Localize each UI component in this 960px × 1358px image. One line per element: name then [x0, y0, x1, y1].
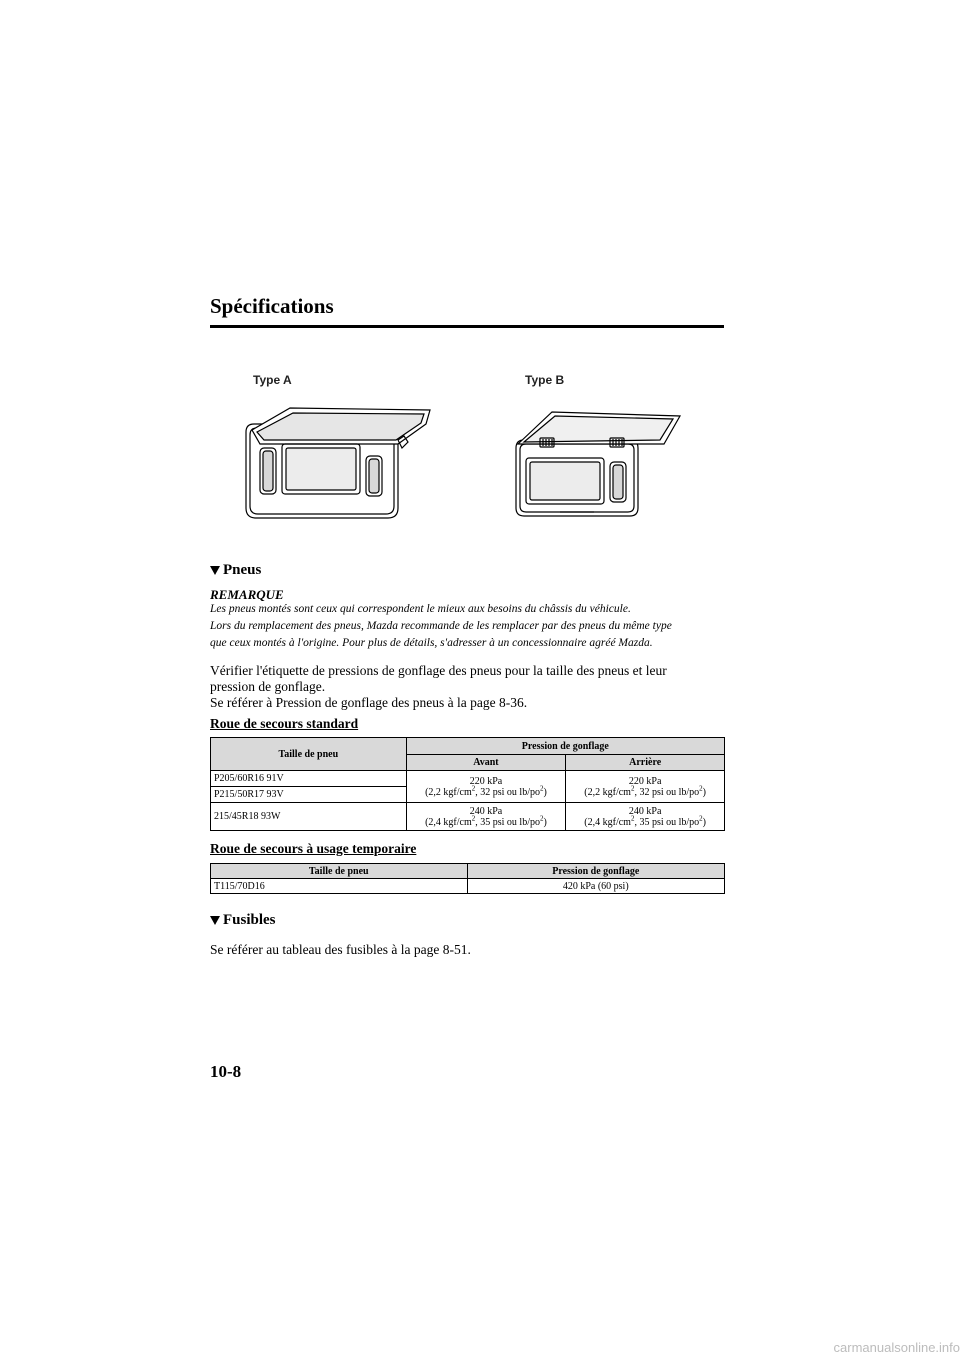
pressure-psi: , 32 psi ou lb/po	[475, 786, 540, 798]
paren-close: )	[543, 786, 547, 798]
superscript: 2	[539, 784, 544, 793]
temporary-spare-heading: Roue de secours à usage temporaire	[210, 841, 417, 856]
pressure-kpa: 220 kPa	[469, 775, 503, 787]
header-cell-rear: Arrière	[566, 755, 725, 771]
note-title: REMARQUE	[210, 587, 284, 602]
pressure-kpa: 240 kPa	[628, 805, 662, 817]
standard-spare-heading: Roue de secours standard	[210, 716, 359, 731]
paren-close: )	[702, 786, 707, 798]
body-text-line: Se référer à Pression de gonflage des pneus à la page 8-36.	[210, 695, 528, 710]
page-number: 10-8	[210, 1062, 242, 1081]
pressure-psi: , 35 psi ou lb/po	[634, 816, 700, 828]
pressure-psi: , 32 psi ou lb/po	[634, 786, 700, 798]
table-row	[211, 803, 725, 831]
section-heading-pneus-label: Pneus	[223, 562, 262, 578]
header-rule	[210, 325, 724, 328]
tire-size-cell: 215/45R18 93W	[211, 803, 407, 831]
pressure-kpa: 240 kPa	[469, 805, 503, 817]
pressure-kpa: 220 kPa	[628, 775, 662, 787]
pressure-cell-rear	[566, 771, 725, 803]
tire-size-cell: T115/70D16	[211, 879, 468, 894]
table-row	[211, 879, 725, 894]
note-line: Les pneus montés sont ceux qui correspondent le mieux aux besoins du châssis du véhicule.	[210, 603, 631, 615]
type-b-label: Type B	[525, 373, 565, 387]
tire-size-cell: P215/50R17 93V	[211, 787, 407, 803]
pressure-cell-rear	[566, 803, 725, 831]
superscript: 2	[699, 784, 703, 793]
section-heading-fusibles	[210, 912, 276, 929]
sun-visor-type-a-illustration	[238, 404, 433, 522]
superscript: 2	[539, 814, 544, 823]
header-cell-pressure: Pression de gonflage	[406, 738, 724, 755]
body-text-line: Vérifier l'étiquette de pressions de gonflage des pneus pour la taille des pneus et leur	[210, 663, 667, 678]
tire-size-cell: P205/60R16 91V	[211, 771, 407, 787]
table-row	[211, 771, 725, 787]
superscript: 2	[471, 784, 476, 793]
superscript: 2	[471, 814, 476, 823]
note-line: que ceux montés à l'origine. Pour plus de détails, s'adresser à un concessionnaire agréé Mazda.	[210, 637, 653, 649]
standard-spare-table	[210, 737, 725, 831]
section-heading-pneus	[210, 562, 261, 579]
header-cell-tire-size: Taille de pneu	[211, 864, 468, 879]
triangle-marker-icon	[210, 916, 220, 925]
superscript: 2	[630, 784, 635, 793]
header-cell-front: Avant	[406, 755, 566, 771]
header-cell-tire-size: Taille de pneu	[211, 738, 407, 771]
body-text-line: pression de gonflage.	[210, 679, 326, 694]
note-line: Lors du remplacement des pneus, Mazda recommande de les remplacer par des pneus du même type	[210, 620, 672, 632]
superscript: 2	[699, 814, 703, 823]
sun-visor-type-b-illustration	[510, 404, 688, 520]
superscript: 2	[630, 814, 635, 823]
section-heading-fusibles-label: Fusibles	[223, 912, 276, 928]
header-cell-pressure: Pression de gonflage	[467, 864, 724, 879]
pressure-kgf: (2,4 kgf/cm	[584, 816, 631, 828]
pressure-kgf: (2,4 kgf/cm	[425, 816, 472, 828]
watermark: carmanualsonline.info	[833, 1340, 960, 1355]
temporary-spare-table	[210, 863, 725, 894]
pressure-kgf: (2,2 kgf/cm	[584, 786, 631, 798]
pressure-kgf: (2,2 kgf/cm	[425, 786, 472, 798]
pressure-cell: 420 kPa (60 psi)	[467, 879, 724, 894]
paren-close: )	[543, 816, 547, 828]
pressure-cell-front	[406, 771, 566, 803]
fuses-text: Se référer au tableau des fusibles à la page 8-51.	[210, 942, 471, 957]
page-title: Spécifications	[210, 294, 334, 318]
pressure-psi: , 35 psi ou lb/po	[475, 816, 540, 828]
pressure-cell-front	[406, 803, 566, 831]
paren-close: )	[702, 816, 707, 828]
type-a-label: Type A	[253, 373, 292, 387]
triangle-marker-icon	[210, 566, 220, 575]
